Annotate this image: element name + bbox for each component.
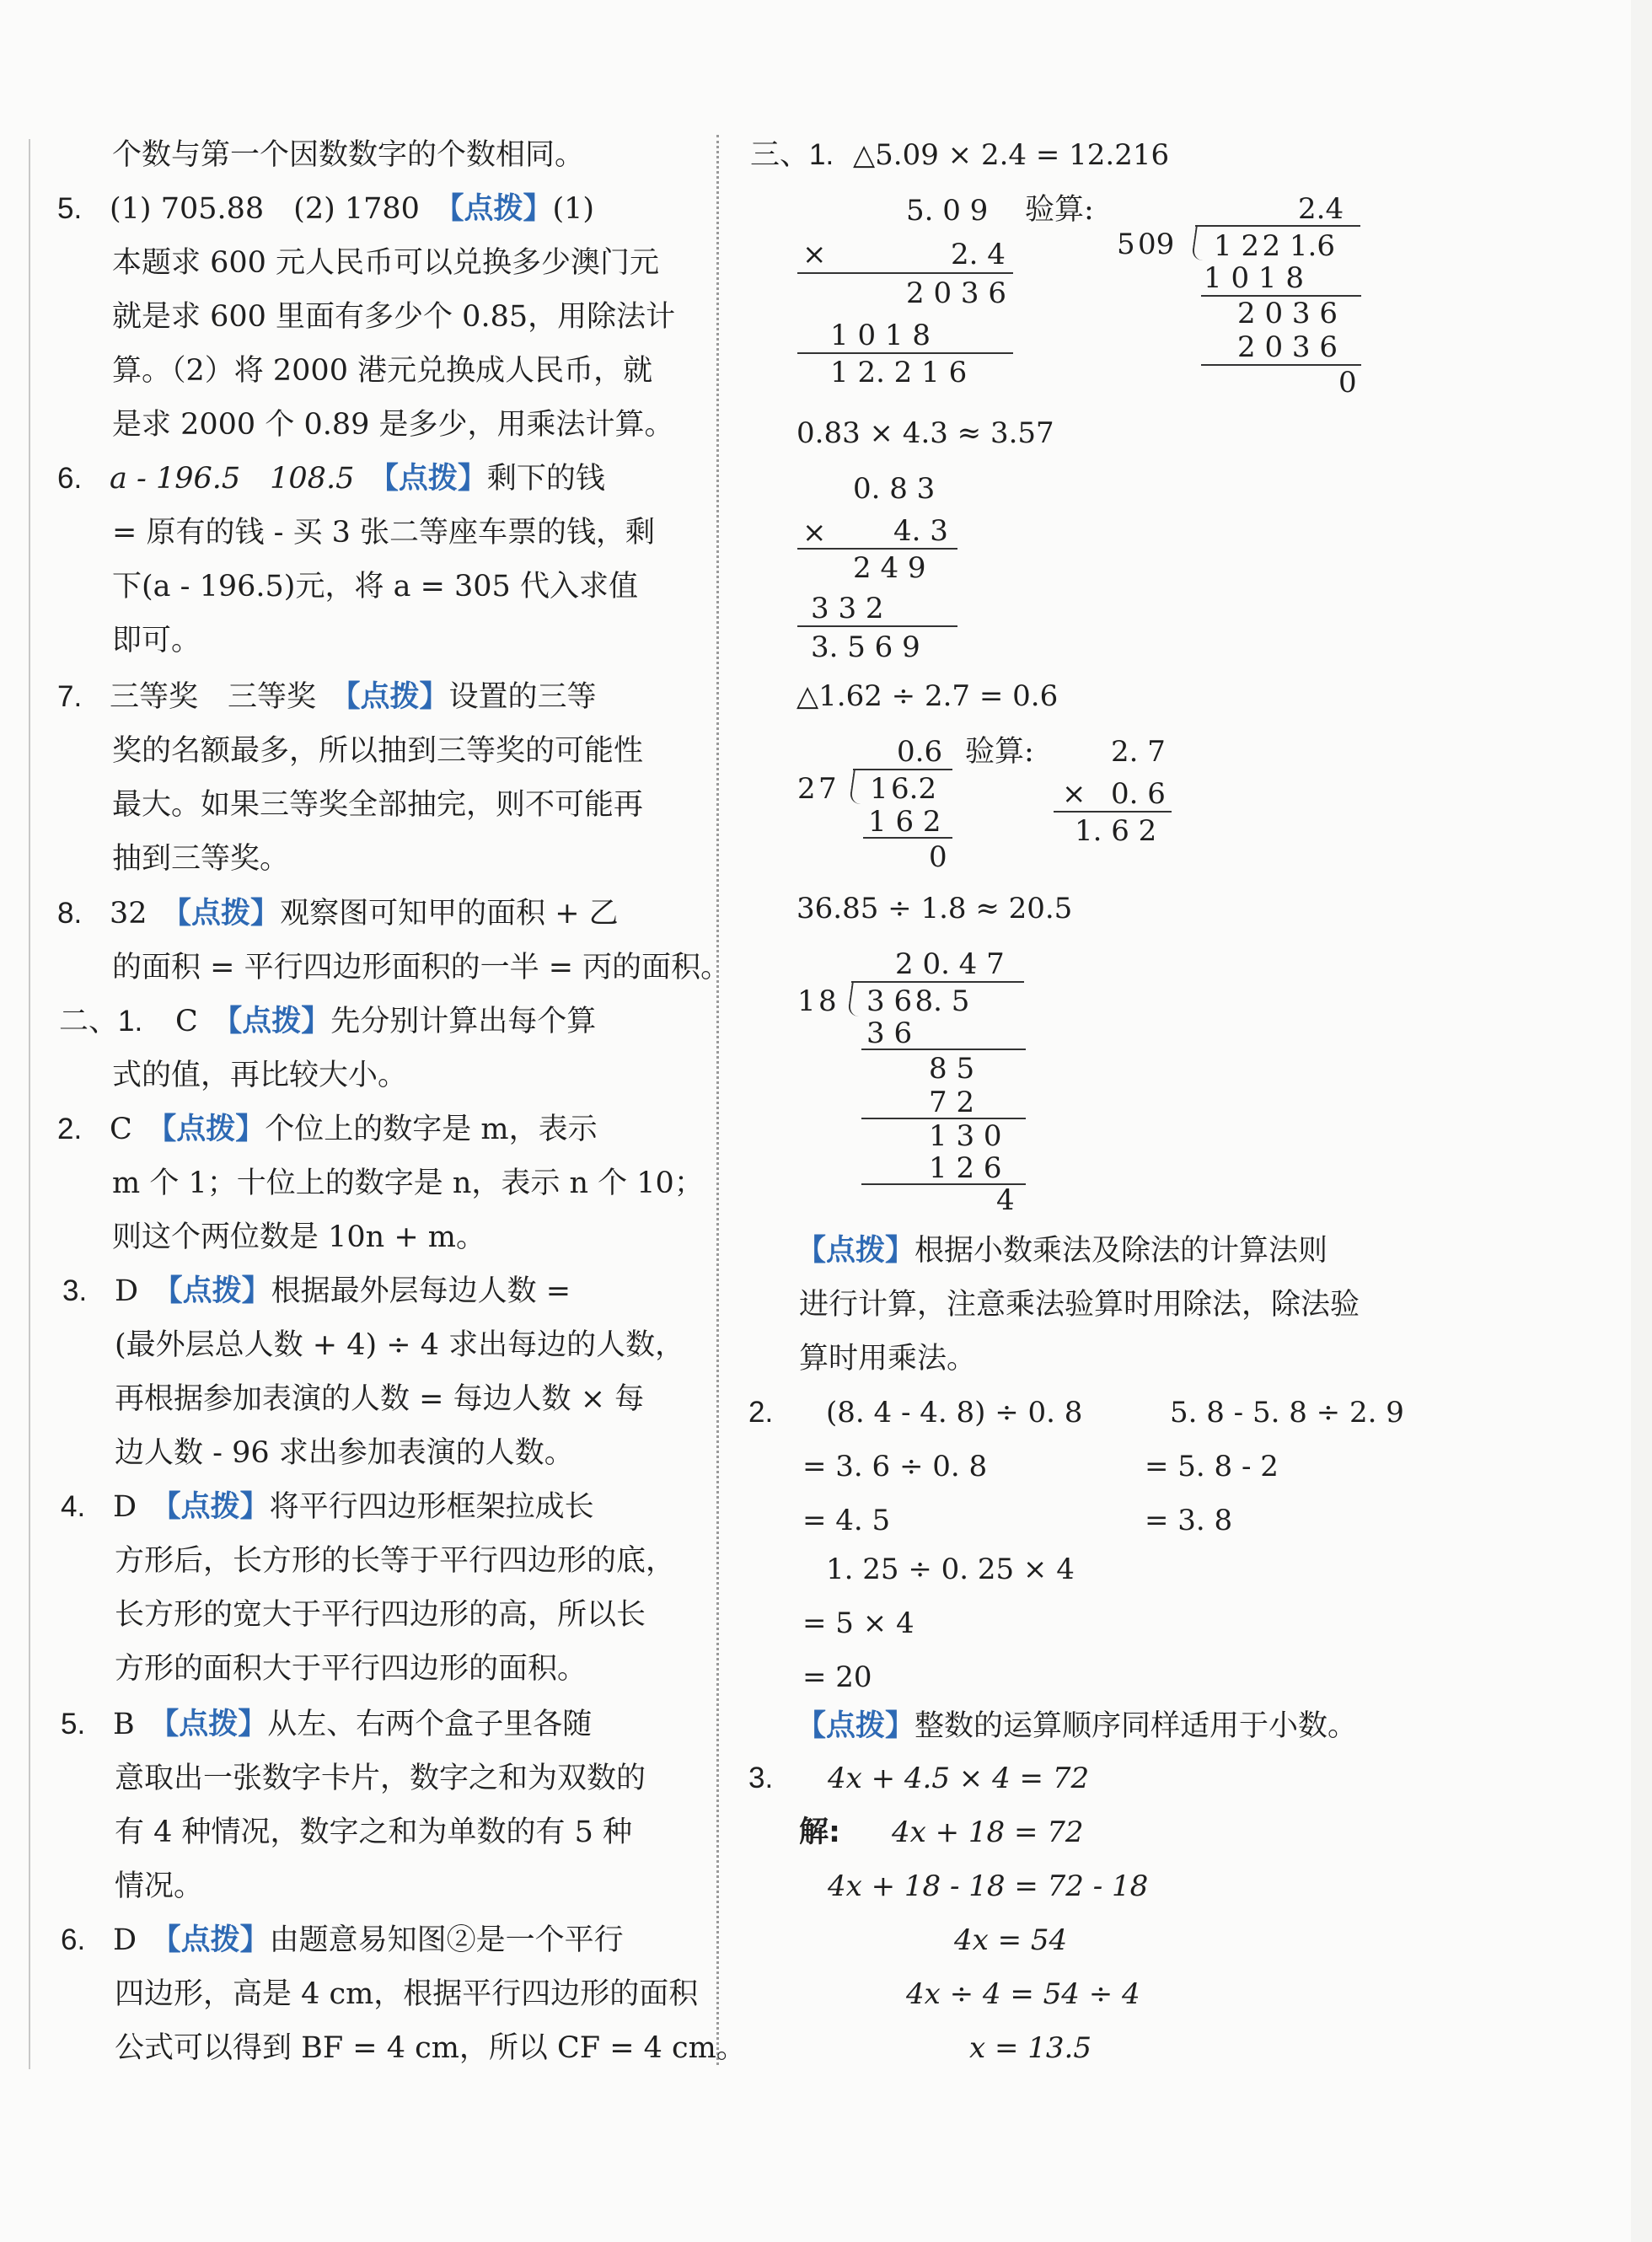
tip-text: 设置的三等 (448, 680, 597, 714)
tip-text: 个位上的数字是 m，表示 (265, 1113, 598, 1146)
text-line: 最大。如果三等奖全部抽完，则不可能再 (112, 788, 644, 822)
tip-tag: 【点拨】 (346, 680, 449, 714)
item-7-answer (110, 678, 597, 716)
text-line: m 个 1；十位上的数字是 n，表示 n 个 10； (112, 1167, 704, 1200)
left-margin-rule (29, 139, 30, 2069)
subtraction: 7 2 (929, 1086, 975, 1119)
text-line: 就是求 600 里面有多少个 0.85，用除法计 (112, 300, 676, 334)
item-number: 6. (57, 462, 83, 495)
tip-tag: 【点拨】 (796, 1234, 915, 1268)
text-line: 边人数 - 96 求出参加表演的人数。 (115, 1436, 574, 1470)
calc-line: = 5 × 4 (802, 1606, 914, 1640)
mul-operand-a: 0. 8 3 (853, 472, 936, 506)
subtraction: 3 6 (866, 1016, 913, 1050)
tip-block (796, 1708, 1357, 1745)
equation: △5.09 × 2.4 = 12.216 (853, 138, 1170, 172)
quotient: 2.4 (1298, 192, 1344, 226)
answer-text: D (115, 1274, 169, 1308)
equation: 0.83 × 4.3 ≈ 3.57 (796, 416, 1054, 450)
division-bracket (851, 981, 1024, 983)
tip-tag: 【点拨】 (448, 192, 553, 226)
answer-text: a - 196.5 108.5 (110, 462, 384, 496)
solve-label: 解: (799, 1816, 840, 1849)
item-number: 5. (57, 192, 83, 225)
answer-text: 32 (110, 897, 177, 931)
tip-text: (1) (552, 192, 595, 226)
product: 1 2. 2 1 6 (830, 356, 968, 389)
text-line: 个数与第一个因数数字的个数相同。 (112, 138, 585, 172)
rule (797, 548, 957, 550)
tip-text: 剩下的钱 (486, 462, 605, 496)
answer-text: B (113, 1708, 164, 1741)
tip-tag: 【点拨】 (166, 1923, 270, 1957)
equation-step: 4x ÷ 4 = 54 ÷ 4 (906, 1977, 1140, 2011)
tip-text: 根据小数乘法及除法的计算法则 (914, 1234, 1328, 1268)
text-line: 下(a - 196.5)元，将 a = 305 代入求值 (112, 570, 638, 603)
tip-text: 根据最外层每边人数 = (271, 1274, 571, 1308)
product: 3. 5 6 9 (811, 630, 920, 664)
equation-step: 4x + 18 = 72 (892, 1816, 1084, 1849)
division-bracket (1195, 225, 1360, 227)
answer-text: (1) 705.88 (2) 1780 (110, 192, 449, 226)
text-line: 公式可以得到 BF = 4 cm，所以 CF = 4 cm。 (115, 2031, 746, 2065)
tip-text: 由题意易知图②是一个平行 (269, 1923, 624, 1957)
rule (797, 272, 1013, 274)
rule (1201, 364, 1361, 366)
text-line: 再根据参加表演的人数 = 每边人数 × 每 (115, 1382, 645, 1416)
subtraction: 1 0 1 8 (1204, 261, 1304, 295)
calc-line: 1. 25 ÷ 0. 25 × 4 (826, 1553, 1075, 1586)
text-line: = 原有的钱 - 买 3 张二等座车票的钱，剩 (112, 516, 656, 550)
division-bracket (853, 769, 952, 770)
text-line: 长方形的宽大于平行四边形的高，所以长 (115, 1598, 646, 1632)
section-number: 三、1. (750, 138, 834, 171)
partial-product: 1 0 1 8 (830, 319, 931, 352)
rule (861, 1049, 1026, 1050)
tip-tag: 【点拨】 (166, 1490, 270, 1524)
rule (863, 837, 952, 839)
remainder-step: 8 5 (929, 1052, 975, 1086)
mul-operand-a: 5. 0 9 (906, 194, 989, 228)
tip-text: 将平行四边形框架拉成长 (269, 1490, 594, 1524)
text-line: 抽到三等奖。 (112, 842, 290, 876)
text-line: 式的值，再比较大小。 (112, 1059, 408, 1092)
item-number: 4. (61, 1490, 86, 1523)
tip-tag: 【点拨】 (176, 897, 281, 931)
mul-operand-b: 0. 6 (1111, 777, 1166, 811)
mul-sign: × (1062, 777, 1086, 811)
item-number: 8. (57, 897, 83, 930)
remainder-step: 2 0 3 6 (1237, 297, 1338, 330)
tip-text: 整数的运算顺序同样适用于小数。 (914, 1709, 1358, 1743)
subtraction: 1 2 6 (929, 1151, 1002, 1185)
text-line: (最外层总人数 + 4) ÷ 4 求出每边的人数， (115, 1328, 685, 1362)
remainder: 4 (996, 1183, 1015, 1217)
text-line: 方形的面积大于平行四边形的面积。 (115, 1652, 587, 1686)
calc-line: = 5. 8 - 2 (1145, 1450, 1279, 1483)
partial-product: 3 3 2 (811, 592, 884, 625)
text-line: 算时用乘法。 (799, 1342, 977, 1376)
dividend: 3 6 8. 5 (866, 984, 970, 1018)
tip-tag: 【点拨】 (164, 1708, 268, 1741)
calc-line: = 3. 6 ÷ 0. 8 (802, 1450, 988, 1483)
answer-text: C (110, 1113, 162, 1146)
text-line: 进行计算，注意乘法验算时用除法，除法验 (799, 1288, 1360, 1322)
text-line: 有 4 种情况，数字之和为单数的有 5 种 (115, 1816, 633, 1849)
item-number: 6. (61, 1923, 86, 1956)
text-line: 本题求 600 元人民币可以兑换多少澳门元 (112, 246, 660, 280)
quotient: 2 0. 4 7 (895, 947, 1005, 981)
column-divider (716, 135, 719, 2065)
text-line: 意取出一张数字卡片，数字之和为双数的 (115, 1762, 646, 1795)
calc-line: (8. 4 - 4. 8) ÷ 0. 8 (826, 1396, 1083, 1429)
divisor: 2 7 (797, 772, 837, 806)
equation-step: x = 13.5 (969, 2031, 1092, 2065)
tip-text: 从左、右两个盒子里各随 (267, 1708, 593, 1741)
mul-sign: × (802, 238, 827, 271)
answer-text: C (175, 1005, 228, 1038)
verify-label: 验算: (965, 735, 1034, 769)
text-line: 即可。 (112, 624, 201, 657)
item-number: 2. (57, 1113, 83, 1145)
item-2-4-answer (113, 1488, 594, 1526)
item-2-6-answer (113, 1922, 624, 1959)
text-line: 的面积 = 平行四边形面积的一半 = 丙的面积。 (112, 951, 731, 984)
calc-line: 5. 8 - 5. 8 ÷ 2. 9 (1170, 1396, 1404, 1429)
item-number: 7. (57, 680, 83, 713)
item-2-5-answer (113, 1706, 592, 1743)
tip-tag: 【点拨】 (796, 1709, 915, 1743)
text-line: 奖的名额最多，所以抽到三等奖的可能性 (112, 734, 644, 768)
answer-text: D (113, 1490, 167, 1524)
rule (797, 352, 1013, 354)
calc-line: = 3. 8 (1145, 1504, 1233, 1537)
equation: 36.85 ÷ 1.8 ≈ 20.5 (796, 892, 1073, 925)
text-line: 算。（2）将 2000 港元兑换成人民币，就 (112, 354, 653, 388)
tip-block (796, 1232, 1328, 1269)
partial-product: 2 0 3 6 (906, 276, 1006, 310)
tip-text: 先分别计算出每个算 (330, 1005, 597, 1038)
divisor: 5 09 (1117, 228, 1175, 261)
calc-line: = 4. 5 (802, 1504, 891, 1537)
equation-step: 4x = 54 (954, 1923, 1068, 1957)
item-8-answer (110, 895, 619, 932)
equation: 4x + 4.5 × 4 = 72 (828, 1762, 1090, 1795)
tip-text: 观察图可知甲的面积 + 乙 (280, 897, 619, 931)
dividend: 1 2 2 1.6 (1214, 229, 1335, 263)
item-6-answer (110, 460, 605, 497)
rule (1054, 811, 1172, 813)
equation: △1.62 ÷ 2.7 = 0.6 (796, 679, 1059, 713)
tip-tag: 【点拨】 (161, 1113, 266, 1146)
tip-tag: 【点拨】 (168, 1274, 271, 1308)
answer-text: D (113, 1923, 167, 1957)
product: 1. 6 2 (1075, 814, 1157, 848)
remainder: 0 (929, 840, 947, 874)
subtraction: 1 6 2 (868, 805, 941, 839)
remainder: 0 (1338, 366, 1357, 400)
item-2-3-answer (115, 1273, 571, 1310)
text-line: 是求 2000 个 0.89 是多少，用乘法计算。 (112, 408, 674, 442)
equation-step: 4x + 18 - 18 = 72 - 18 (828, 1869, 1149, 1903)
remainder-step: 1 3 0 (929, 1119, 1002, 1153)
quotient: 0.6 (897, 735, 943, 769)
item-number: 2. (748, 1396, 774, 1429)
item-number: 3. (748, 1762, 774, 1794)
section-number: 二、1. (59, 1005, 143, 1038)
mul-operand-b: 4. 3 (893, 514, 948, 548)
tip-tag: 【点拨】 (384, 462, 487, 496)
divisor: 1 8 (797, 984, 837, 1018)
item-number: 3. (62, 1274, 88, 1307)
item-2-1-answer (175, 1003, 596, 1040)
item-5-answer (110, 190, 594, 228)
item-2-2-answer (110, 1111, 598, 1148)
verify-label: 验算: (1025, 193, 1094, 227)
text-line: 则这个两位数是 10n + m。 (112, 1220, 485, 1254)
rule (797, 625, 957, 627)
mul-operand-a: 2. 7 (1111, 735, 1166, 769)
dividend: 1 6.2 (870, 772, 937, 806)
item-number: 5. (61, 1708, 86, 1740)
mul-sign: × (802, 516, 827, 550)
subtraction: 2 0 3 6 (1237, 330, 1338, 364)
answer-text: 三等奖 三等奖 (110, 680, 346, 714)
text-line: 情况。 (115, 1869, 204, 1903)
text-line: 方形后，长方形的长等于平行四边形的底， (115, 1544, 676, 1578)
partial-product: 2 4 9 (853, 551, 926, 585)
mul-operand-b: 2. 4 (951, 238, 1006, 271)
text-line: 四边形，高是 4 cm，根据平行四边形的面积 (115, 1977, 699, 2011)
calc-line: = 20 (802, 1660, 872, 1694)
tip-tag: 【点拨】 (227, 1005, 331, 1038)
